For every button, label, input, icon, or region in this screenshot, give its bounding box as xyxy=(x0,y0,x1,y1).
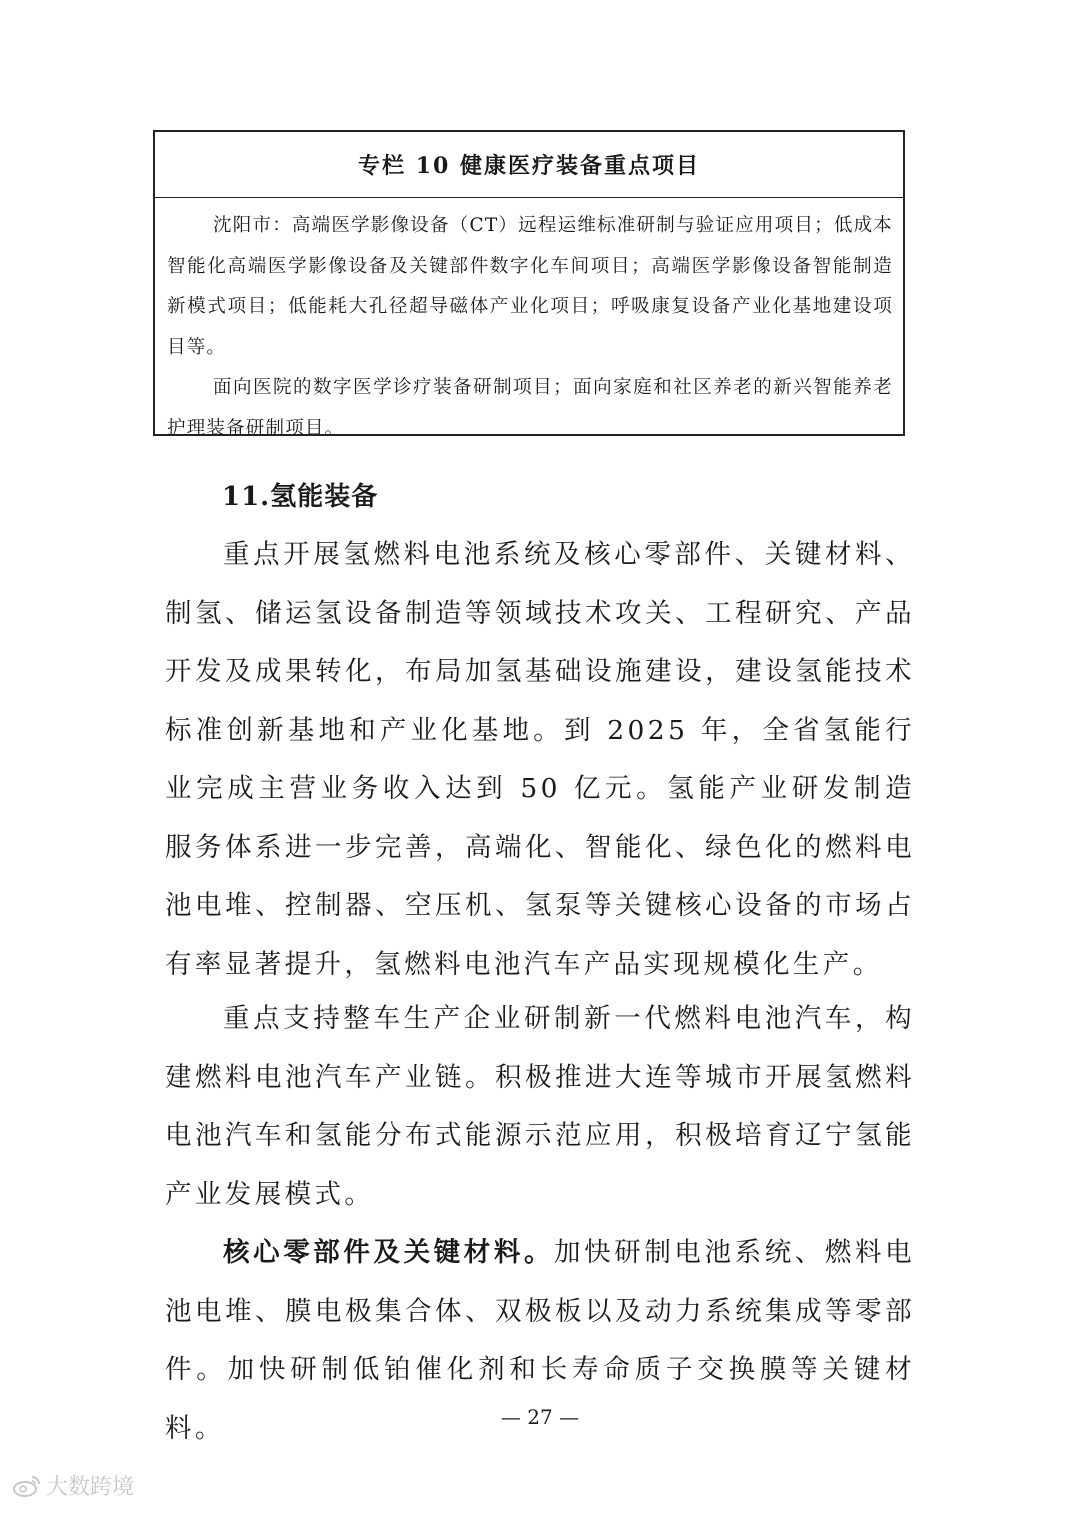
feature-box-paragraph: 沈阳市：高端医学影像设备（CT）远程运维标准研制与验证应用项目；低成本智能化高端医学影像设备及关键部件数字化车间项目；高端医学影像设备智能制造新模式项目；低能耗大孔径超导磁体产业化项目；呼吸康复设备产业化基地建设项目等。 xyxy=(167,215,893,358)
body-paragraph: 重点支持整车生产企业研制新一代燃料电池汽车，构建燃料电池汽车产业链。积极推进大连等城市开展氢燃料电池汽车和氢能分布式能源示范应用，积极培育辽宁氢能产业发展模式。 xyxy=(165,1003,915,1210)
feature-box-title: 专栏 10 健康医疗装备重点项目 xyxy=(155,132,903,198)
weibo-icon xyxy=(12,1474,42,1498)
watermark-text: 大数跨境 xyxy=(46,1475,135,1500)
feature-box-paragraph: 面向医院的数字医学诊疗装备研制项目；面向家庭和社区养老的新兴智能养老护理装备研制项目。 xyxy=(167,377,893,439)
body-paragraph: 重点开展氢燃料电池系统及核心零部件、关键材料、制氢、储运氢设备制造等领域技术攻关、工程研究、产品开发及成果转化，布局加氢基础设施建设，建设氢能技术标准创新基地和产业化基地。到 2025 年，全省氢能行业完成主营业务收入达到 50 亿元。氢能产业研发制造服务体系进一步完善，高端化、智能化、绿色化的燃料电池电堆、控制器、空压机、氢泵等关键核心设备的市场占有率显著提升，氢燃料电池汽车产品实现规模化生产。 xyxy=(165,539,915,980)
page-number: — 27 — xyxy=(500,1405,580,1429)
section-heading: 11.氢能装备 xyxy=(222,482,379,512)
bold-lead-in: 核心零部件及关键材料。 xyxy=(223,1237,555,1268)
feature-box xyxy=(153,130,905,439)
watermark xyxy=(12,1470,134,1501)
paragraph-text: 加快研制电池系统、燃料电池电堆、膜电极集合体、双极板以及动力系统集成等零部件。加快研制低铂催化剂和长寿命质子交换膜等关键材料。 xyxy=(165,1237,915,1444)
feature-box-body xyxy=(155,198,903,449)
